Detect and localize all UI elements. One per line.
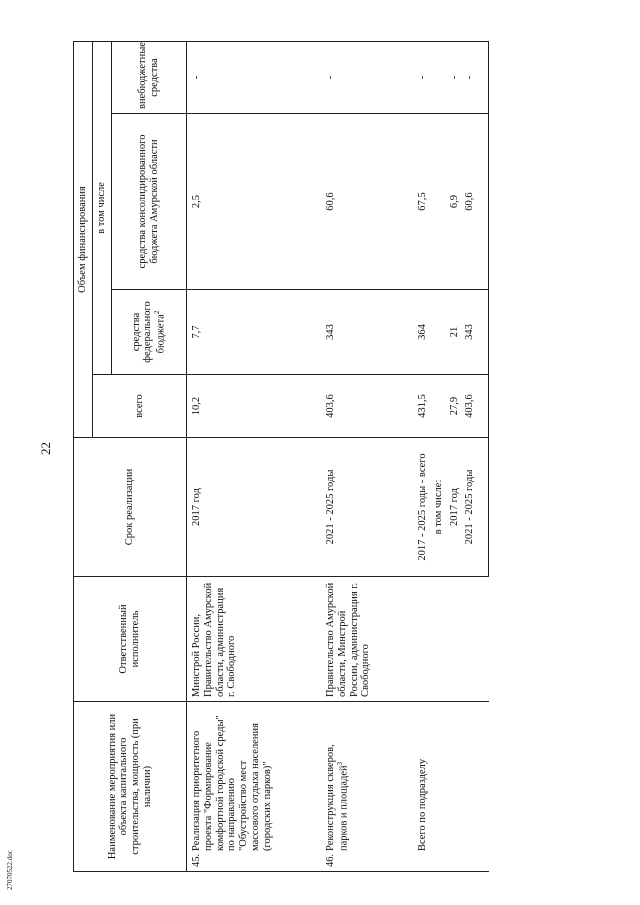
table-row [189,41,323,871]
summary-federal: 21 [447,290,463,375]
header-including: в том числе [93,41,112,374]
row-number: 45. [191,853,202,867]
summary-federal: 343 [462,290,488,375]
row-offbudget: - [323,41,415,113]
summary-regional: 67,5 [415,114,431,290]
row-federal: 7,7 [189,290,323,375]
table-row [323,41,415,871]
footer-filename: 27070522.doc [6,850,14,890]
row-regional: 60,6 [323,114,415,290]
row-total: 10,2 [189,375,323,438]
header-regional: средства консолидированного бюджета Амурской области [112,114,187,290]
summary-period: в том числе: [431,438,447,577]
row-regional: 2,5 [189,114,323,290]
header-offbudget: внебюджетные средства [112,41,187,113]
header-federal: средства федерального бюджета$^2$ [112,290,187,375]
summary-regional: 6,9 [447,114,463,290]
header-executor: Ответственный исполнитель [74,577,187,702]
row-period: 2021 - 2025 годы [323,438,415,577]
summary-label: Всего по подразделу [415,702,489,872]
summary-total: 403,6 [462,375,488,438]
summary-offbudget: - [447,41,463,113]
row-offbudget: - [189,41,323,113]
summary-total: 27,9 [447,375,463,438]
row-executor: Минстрой России, Правительство Амурской области, администрация г. Свободного [189,577,323,702]
funding-table [73,41,489,872]
page-number: 22 [38,442,53,455]
header-period: Срок реализации [74,438,187,577]
header-total: всего [93,375,187,438]
row-name: Реализация приоритетного проекта "Формирование комфортной городской среды" по направлению "Обустройство мест массового отдыха населения (городских парков)" [191,715,273,851]
summary-total: 431,5 [415,375,431,438]
row-name-cell [189,702,323,872]
row-number: 46. [325,853,336,867]
row-federal: 343 [323,290,415,375]
header-funding: Объем финансирования [74,41,93,437]
row-period: 2017 год [189,438,323,577]
summary-period: 2021 - 2025 годы [462,438,488,577]
row-executor: Правительство Амурской области, Минстрой России, администрация г. Свободного [323,577,415,702]
summary-period: 2017 - 2025 годы - всего [415,438,431,577]
summary-period: 2017 год [447,438,463,577]
summary-regional: 60,6 [462,114,488,290]
funding-table-rotated [73,42,618,872]
row-name: Реконструкция скверов, парков и площадей$^3$ [325,744,350,851]
summary-federal: 364 [415,290,431,375]
summary-offbudget: - [462,41,488,113]
row-total: 403,6 [323,375,415,438]
summary-offbudget: - [415,41,431,113]
row-name-cell [323,702,415,872]
summary-row [415,41,431,871]
header-name: Наименование мероприятия или объекта капитального строительства, мощность (при наличии) [74,702,187,872]
